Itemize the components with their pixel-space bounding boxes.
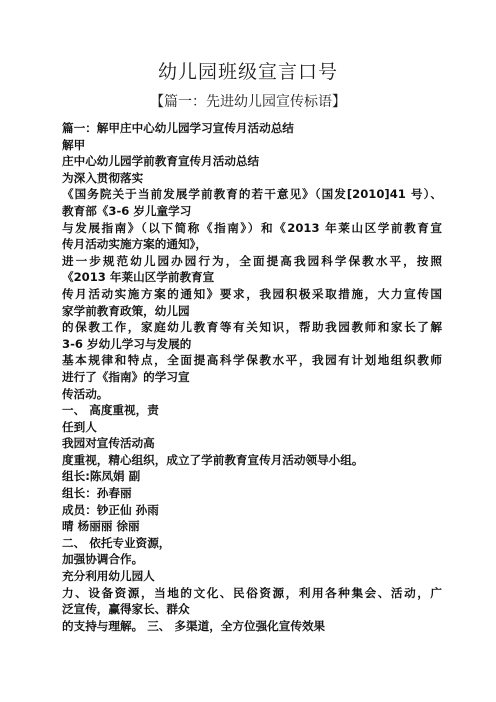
text-line: 3-6 岁幼儿学习与发展的 (62, 336, 192, 351)
text-line: 任到人 (62, 419, 97, 434)
text-line: 二、 依托专业资源， (62, 535, 171, 550)
text-line: 成员：钞正仙 孙雨 (62, 502, 159, 517)
text-line: 《国务院关于当前发展学前教育的若干意见》（国发[2010]41 号）、 (62, 187, 442, 202)
text-line: 解甲 (62, 137, 86, 152)
text-line: 度重视，精心组织，成立了学前教育宣传月活动领导小组。 (62, 452, 364, 467)
document-title: 幼儿园班级宣言口号 (157, 61, 338, 83)
text-line: 组长：孙春丽 (62, 486, 132, 501)
text-line: 力、设备资源，当地的文化、民俗资源，利用各种集会、活动，广 (62, 585, 442, 600)
text-line: 进一步规范幼儿园办园行为，全面提高我园科学保教水平，按照 (62, 253, 442, 268)
text-line: 进行了《指南》的学习宣 (62, 369, 190, 384)
text-line: 泛宣传，赢得家长、群众 (62, 602, 190, 617)
text-line: 基本规律和特点，全面提高科学保教水平，我园有计划地组织教师 (62, 353, 442, 368)
text-line: 传月活动实施方案的通知》， (62, 237, 207, 252)
text-line: 庄中心幼儿园学前教育宣传月活动总结 (62, 154, 260, 169)
text-line: 传活动。 (62, 386, 109, 401)
text-line: 加强协调合作。 (62, 552, 144, 567)
text-line: 与发展指南》（以下简称《指南》）和《2013 年莱山区学前教育宣 (62, 220, 442, 235)
text-line: 为深入贯彻落实 (62, 170, 144, 185)
text-line: 组长:陈凤娟 副 (62, 469, 141, 484)
text-line: 晴 杨丽丽 徐丽 (62, 519, 140, 534)
text-line: 教育部《3-6 岁儿童学习 (62, 203, 192, 218)
text-line: 的保教工作，家庭幼儿教育等有关知识，帮助我园教师和家长了解 (62, 320, 442, 335)
text-line: 我园对宣传活动高 (62, 436, 155, 451)
text-line: 充分利用幼儿园人 (62, 569, 155, 584)
text-line: 家学前教育政策，幼儿园 (62, 303, 190, 318)
text-line: 传月活动实施方案的通知》要求，我园积极采取措施，大力宣传国 (62, 286, 442, 301)
document-subtitle: 【篇一：先进幼儿园宣传标语】 (150, 94, 346, 110)
text-line: 篇一：解甲庄中心幼儿园学习宣传月活动总结 (62, 121, 294, 135)
text-line: 的支持与理解。 三、 多渠道，全方位强化宣传效果 (62, 618, 326, 633)
text-line: 一、 高度重视，责 (62, 403, 159, 418)
document-body (62, 120, 442, 634)
text-line: 《2013 年莱山区学前教育宣 (62, 270, 215, 285)
